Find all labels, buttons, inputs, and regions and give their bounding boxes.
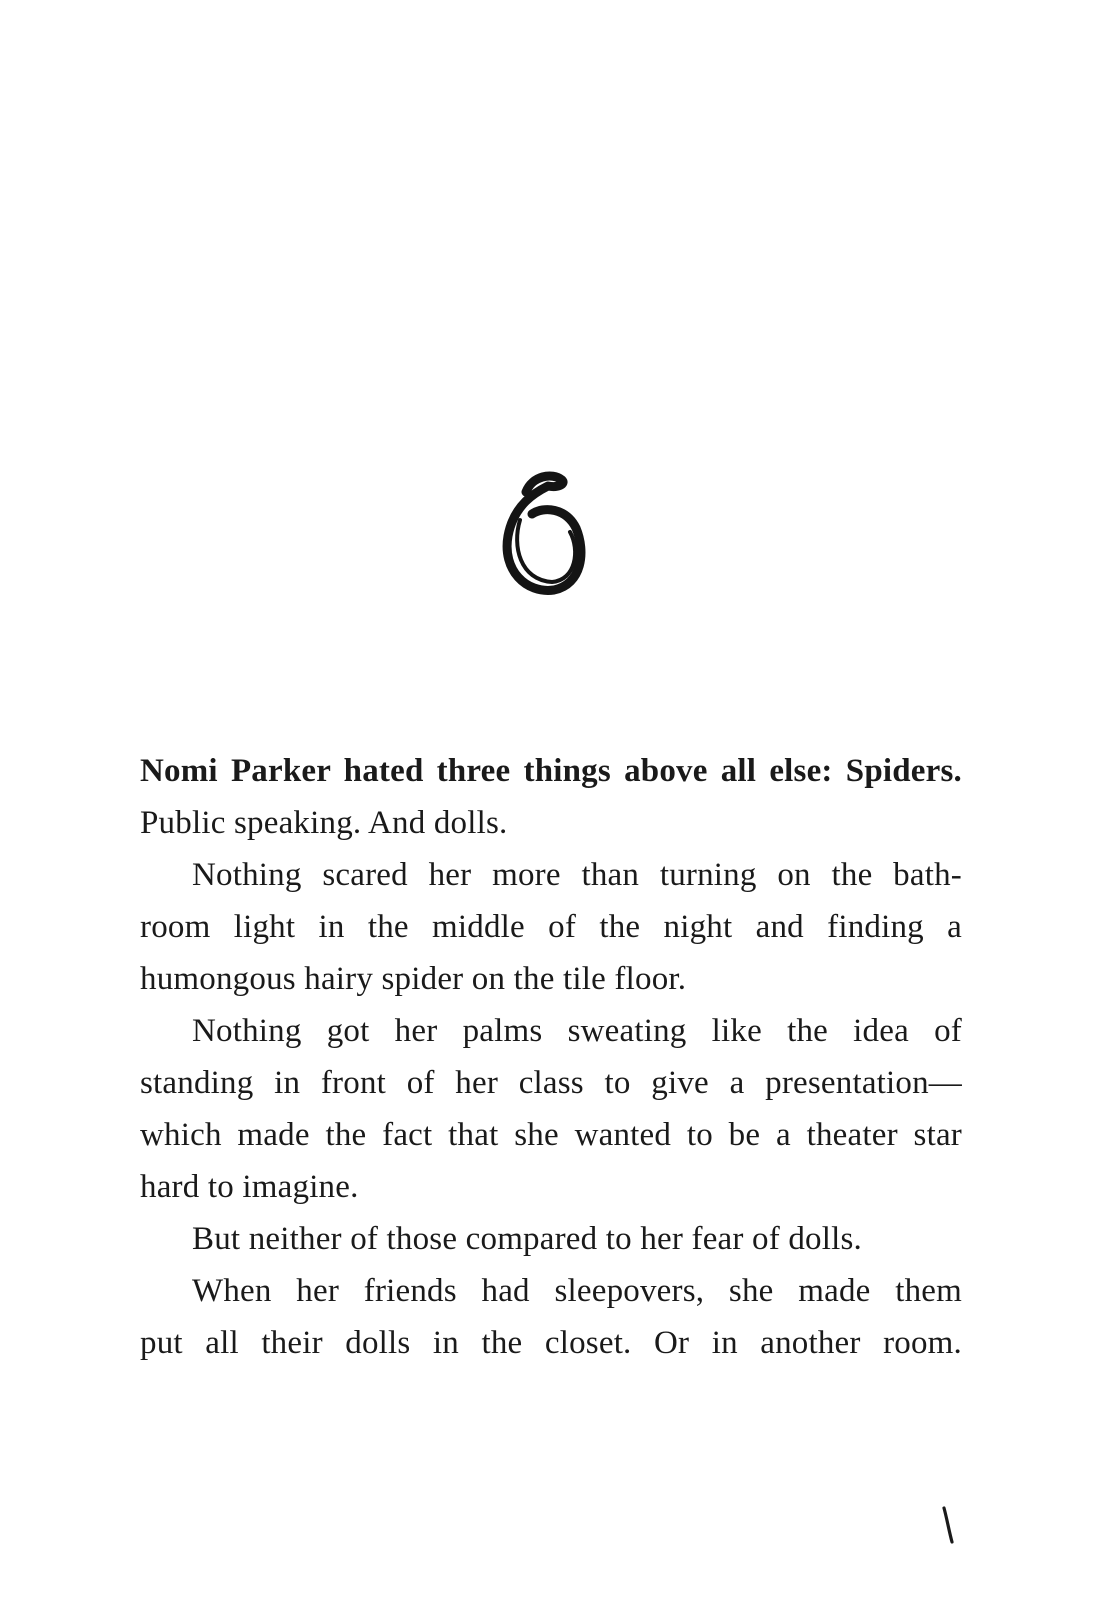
text-line: which made the fact that she wanted to be a theater star bbox=[140, 1117, 962, 1153]
text-line: room light in the middle of the night and finding a bbox=[140, 909, 962, 945]
text-line: Public speaking. And dolls. bbox=[140, 805, 508, 841]
opening-line: Nomi Parker hated three things above all else: Spiders. bbox=[140, 753, 962, 789]
page-number-glyph bbox=[941, 1505, 955, 1545]
text-line: hard to imagine. bbox=[140, 1169, 359, 1205]
paragraph-3 bbox=[140, 1005, 962, 1213]
text-line: humongous hairy spider on the tile floor. bbox=[140, 961, 687, 997]
chapter-body bbox=[140, 745, 962, 1369]
text-line: When her friends had sleepovers, she made them bbox=[192, 1273, 962, 1309]
paragraph-2 bbox=[140, 849, 962, 1005]
text-line: Nothing scared her more than turning on the bath- bbox=[192, 857, 962, 893]
text-line: standing in front of her class to give a presentation— bbox=[140, 1065, 962, 1101]
paragraph-4 bbox=[140, 1213, 962, 1265]
page-number bbox=[941, 1505, 955, 1545]
text-line: Nothing got her palms sweating like the idea of bbox=[192, 1013, 962, 1049]
paragraph-5 bbox=[140, 1265, 962, 1369]
text-line: But neither of those compared to her fear of dolls. bbox=[192, 1221, 862, 1257]
text-line: put all their dolls in the closet. Or in another room. bbox=[140, 1325, 962, 1361]
chapter-number bbox=[496, 470, 592, 600]
paragraph-1 bbox=[140, 745, 962, 849]
chapter-number-glyph bbox=[496, 470, 592, 600]
